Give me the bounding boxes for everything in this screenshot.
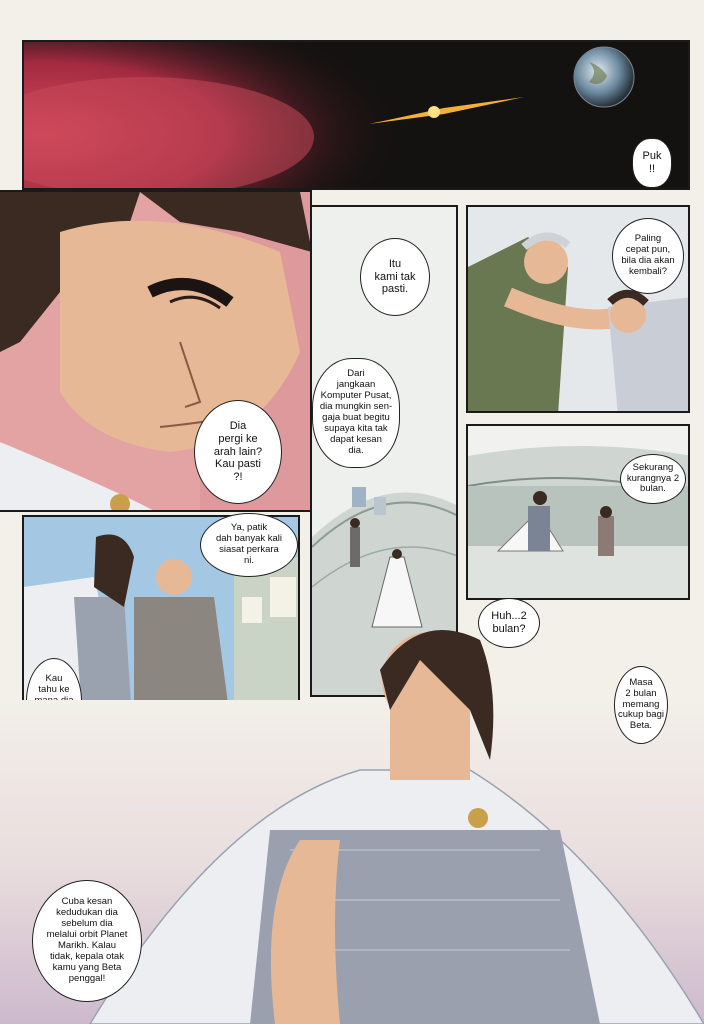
- speech-bubble-masa: [614, 666, 668, 744]
- speech-bubble-puk: [632, 138, 672, 188]
- panel-space: [22, 40, 690, 190]
- speech-text-sekurang: Sekurang kurangnya 2 bulan.: [626, 461, 680, 495]
- speech-bubble-itu-kami: [360, 238, 430, 316]
- speech-bubble-dia-pergi: [194, 400, 282, 504]
- speech-bubble-ya-patik: [200, 513, 298, 577]
- speech-bubble-dari-jangkaan: [312, 358, 400, 468]
- speech-text-kau-tahu: Kau tahu ke: [38, 672, 70, 695]
- space-scene-art: [24, 42, 690, 190]
- speech-text-itu-kami: Itu kami tak pasti.: [374, 258, 416, 296]
- speech-text-paling-cepat: Paling cepat pun, bila dia akan kembali?: [621, 233, 675, 277]
- speech-text-dia-pergi: Dia pergi ke arah lain? Kau pasti ?!: [213, 420, 263, 483]
- speech-bubble-paling-cepat: [612, 218, 684, 294]
- speech-bubble-cuba-kesan: [32, 880, 142, 1002]
- speech-text-puk: Puk !!: [642, 150, 662, 175]
- speech-bubble-sekurang: [620, 454, 686, 504]
- panel-rooftop-scene: [466, 424, 690, 600]
- speech-text-huh: Huh...2 bulan?: [491, 610, 527, 635]
- rooftop-scene-art: [468, 426, 690, 600]
- speech-text-ya-patik: Ya, patik dah banyak kali siasat perkara ni.: [215, 522, 283, 566]
- speech-text-cuba-kesan: Cuba kesan kedudukan dia sebelum dia melalui orbit Planet Marikh. Kalau tidak, kepala otak kamu yang Beta penggal!: [46, 896, 128, 984]
- speech-text-masa: Masa 2 bulan memang cukup bagi Beta.: [618, 676, 664, 732]
- speech-text-dari-jangkaan: Dari jangkaan Komputer Pusat, dia mungkin sen- gaja buat begitu supaya kita tak dapat kesan dia.: [319, 368, 393, 456]
